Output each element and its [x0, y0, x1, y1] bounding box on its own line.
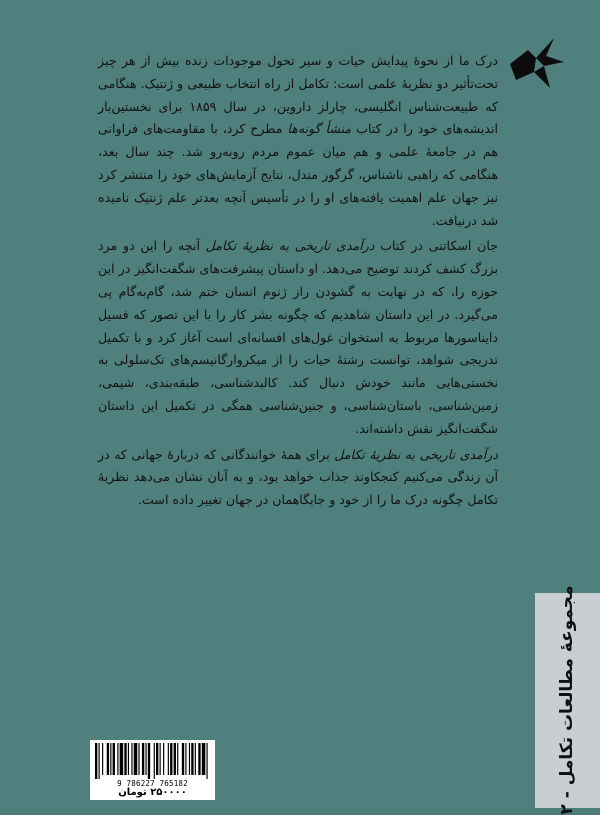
barcode-bar — [195, 743, 196, 775]
barcode-bar — [191, 743, 193, 775]
barcode-bar — [145, 743, 146, 775]
book-title-italic: درآمدی تاریخی به نظریهٔ تکامل — [205, 238, 375, 254]
barcode-bar — [99, 743, 100, 779]
text-run: درک ما از نحوهٔ پیدایش حیات و سیر تحول موجودات زنده بیش از هر چیز تحت‌تأثیر دو نظریهٔ علمی است: تکامل از راه انتخاب طبیعی و ژنتیک. هنگامی که طبیعت‌شناس انگلیسی، چارلز داروین، در سال ۱۸۵۹ برای نخستین‌بار اندیشه‌های خود را در کتاب — [98, 53, 499, 137]
barcode-bar — [120, 743, 124, 775]
barcode-label — [90, 740, 215, 800]
barcode-bar — [182, 743, 184, 775]
barcode-bar — [107, 743, 109, 775]
isbn-number: 9 786227 765182 — [117, 779, 188, 788]
barcode-bar — [170, 743, 172, 775]
barcode-bar — [185, 743, 186, 775]
barcode-bar — [156, 743, 158, 775]
barcode-bar — [128, 743, 129, 775]
barcode-bar — [177, 743, 178, 775]
barcode-bar — [117, 743, 118, 775]
barcode-bar — [168, 743, 169, 775]
barcode-bar — [138, 743, 139, 775]
barcode-bar — [131, 743, 132, 775]
barcode-bar — [110, 743, 111, 775]
barcode-bar — [148, 743, 150, 779]
barcode-bar — [113, 743, 115, 775]
back-cover-blurb — [98, 50, 498, 512]
barcode-bar — [163, 743, 164, 775]
barcode-bar — [174, 743, 176, 775]
barcode-bar — [154, 743, 155, 779]
barcode-bar — [95, 743, 97, 779]
barcode — [95, 743, 210, 779]
barcode-bar — [124, 743, 126, 775]
text-run: جان اسکاتنی در کتاب — [374, 238, 498, 254]
text-run: مطرح کرد، با مقاومت‌های فراوانی هم در جامعهٔ علمی و هم میان عموم مردم روبه‌رو شد. چند سال بعد، هنگامی که راهبی ناشناس، گرگور مندل، نتایج آزمایش‌های خود را منتشر کرد نیز جهان علم اهمیت یافته‌های او را در تأسیس آنچه بعدتر علم ژنتیک نامیده شد درنیافت. — [98, 121, 498, 228]
blurb-paragraph-1 — [98, 50, 498, 232]
blurb-paragraph-2 — [98, 235, 498, 440]
barcode-bar — [134, 743, 138, 775]
barcode-bar — [206, 743, 207, 779]
barcode-bar — [142, 743, 144, 775]
barcode-bar — [198, 743, 200, 775]
price-label: ۲۵۰۰۰۰ تومان — [118, 787, 187, 798]
barcode-bar — [160, 743, 161, 775]
series-title: مجموعهٔ مطالعات تکامل - ۲ — [557, 585, 577, 815]
text-run: برای همهٔ خوانندگانی که دربارهٔ جهانی که در آن زندگی می‌کنیم کنجکاوند جذاب خواهد بود، و به آنان نشان می‌دهد نظریهٔ تکامل چگونه درک ما را از خود و جایگاهمان در جهان تغییر داده است. — [98, 446, 498, 508]
barcode-bar — [202, 743, 206, 775]
book-title-italic: منشأ گونه‌ها — [287, 121, 352, 137]
book-title-italic: درآمدی تاریخی به نظریهٔ تکامل — [334, 446, 498, 462]
barcode-bar — [189, 743, 190, 775]
barcode-bar — [102, 743, 103, 775]
text-run: آنچه را این دو مرد بزرگ کشف کردند توضیح می‌دهد. او داستان پیشرفت‌های شگفت‌انگیز در این حوزه را، که در نهایت به گشودن راز ژنوم انسان ختم شد، گام‌به‌گام پی می‌گیرد. در این داستان شاهدیم که چگونه بشر کار را با این تصور که فسیل دایناسورها مربوط به استخوان غول‌های افسانه‌ای است آغاز کرد و با تکمیل تدریجی شواهد، توانست رشتهٔ حیات را از میکروارگانیسم‌های تک‌سلولی به نخستی‌هایی مانند خودش دنبال کند. کالبدشناسی، طبقه‌بندی، شیمی، زمین‌شناسی، باستان‌شناسی، و جنین‌شناسی همگی در تکمیل این داستان شگفت‌انگیز نقش داشته‌اند. — [98, 238, 498, 436]
blurb-paragraph-3 — [98, 444, 498, 512]
publisher-logo-icon — [506, 36, 568, 92]
